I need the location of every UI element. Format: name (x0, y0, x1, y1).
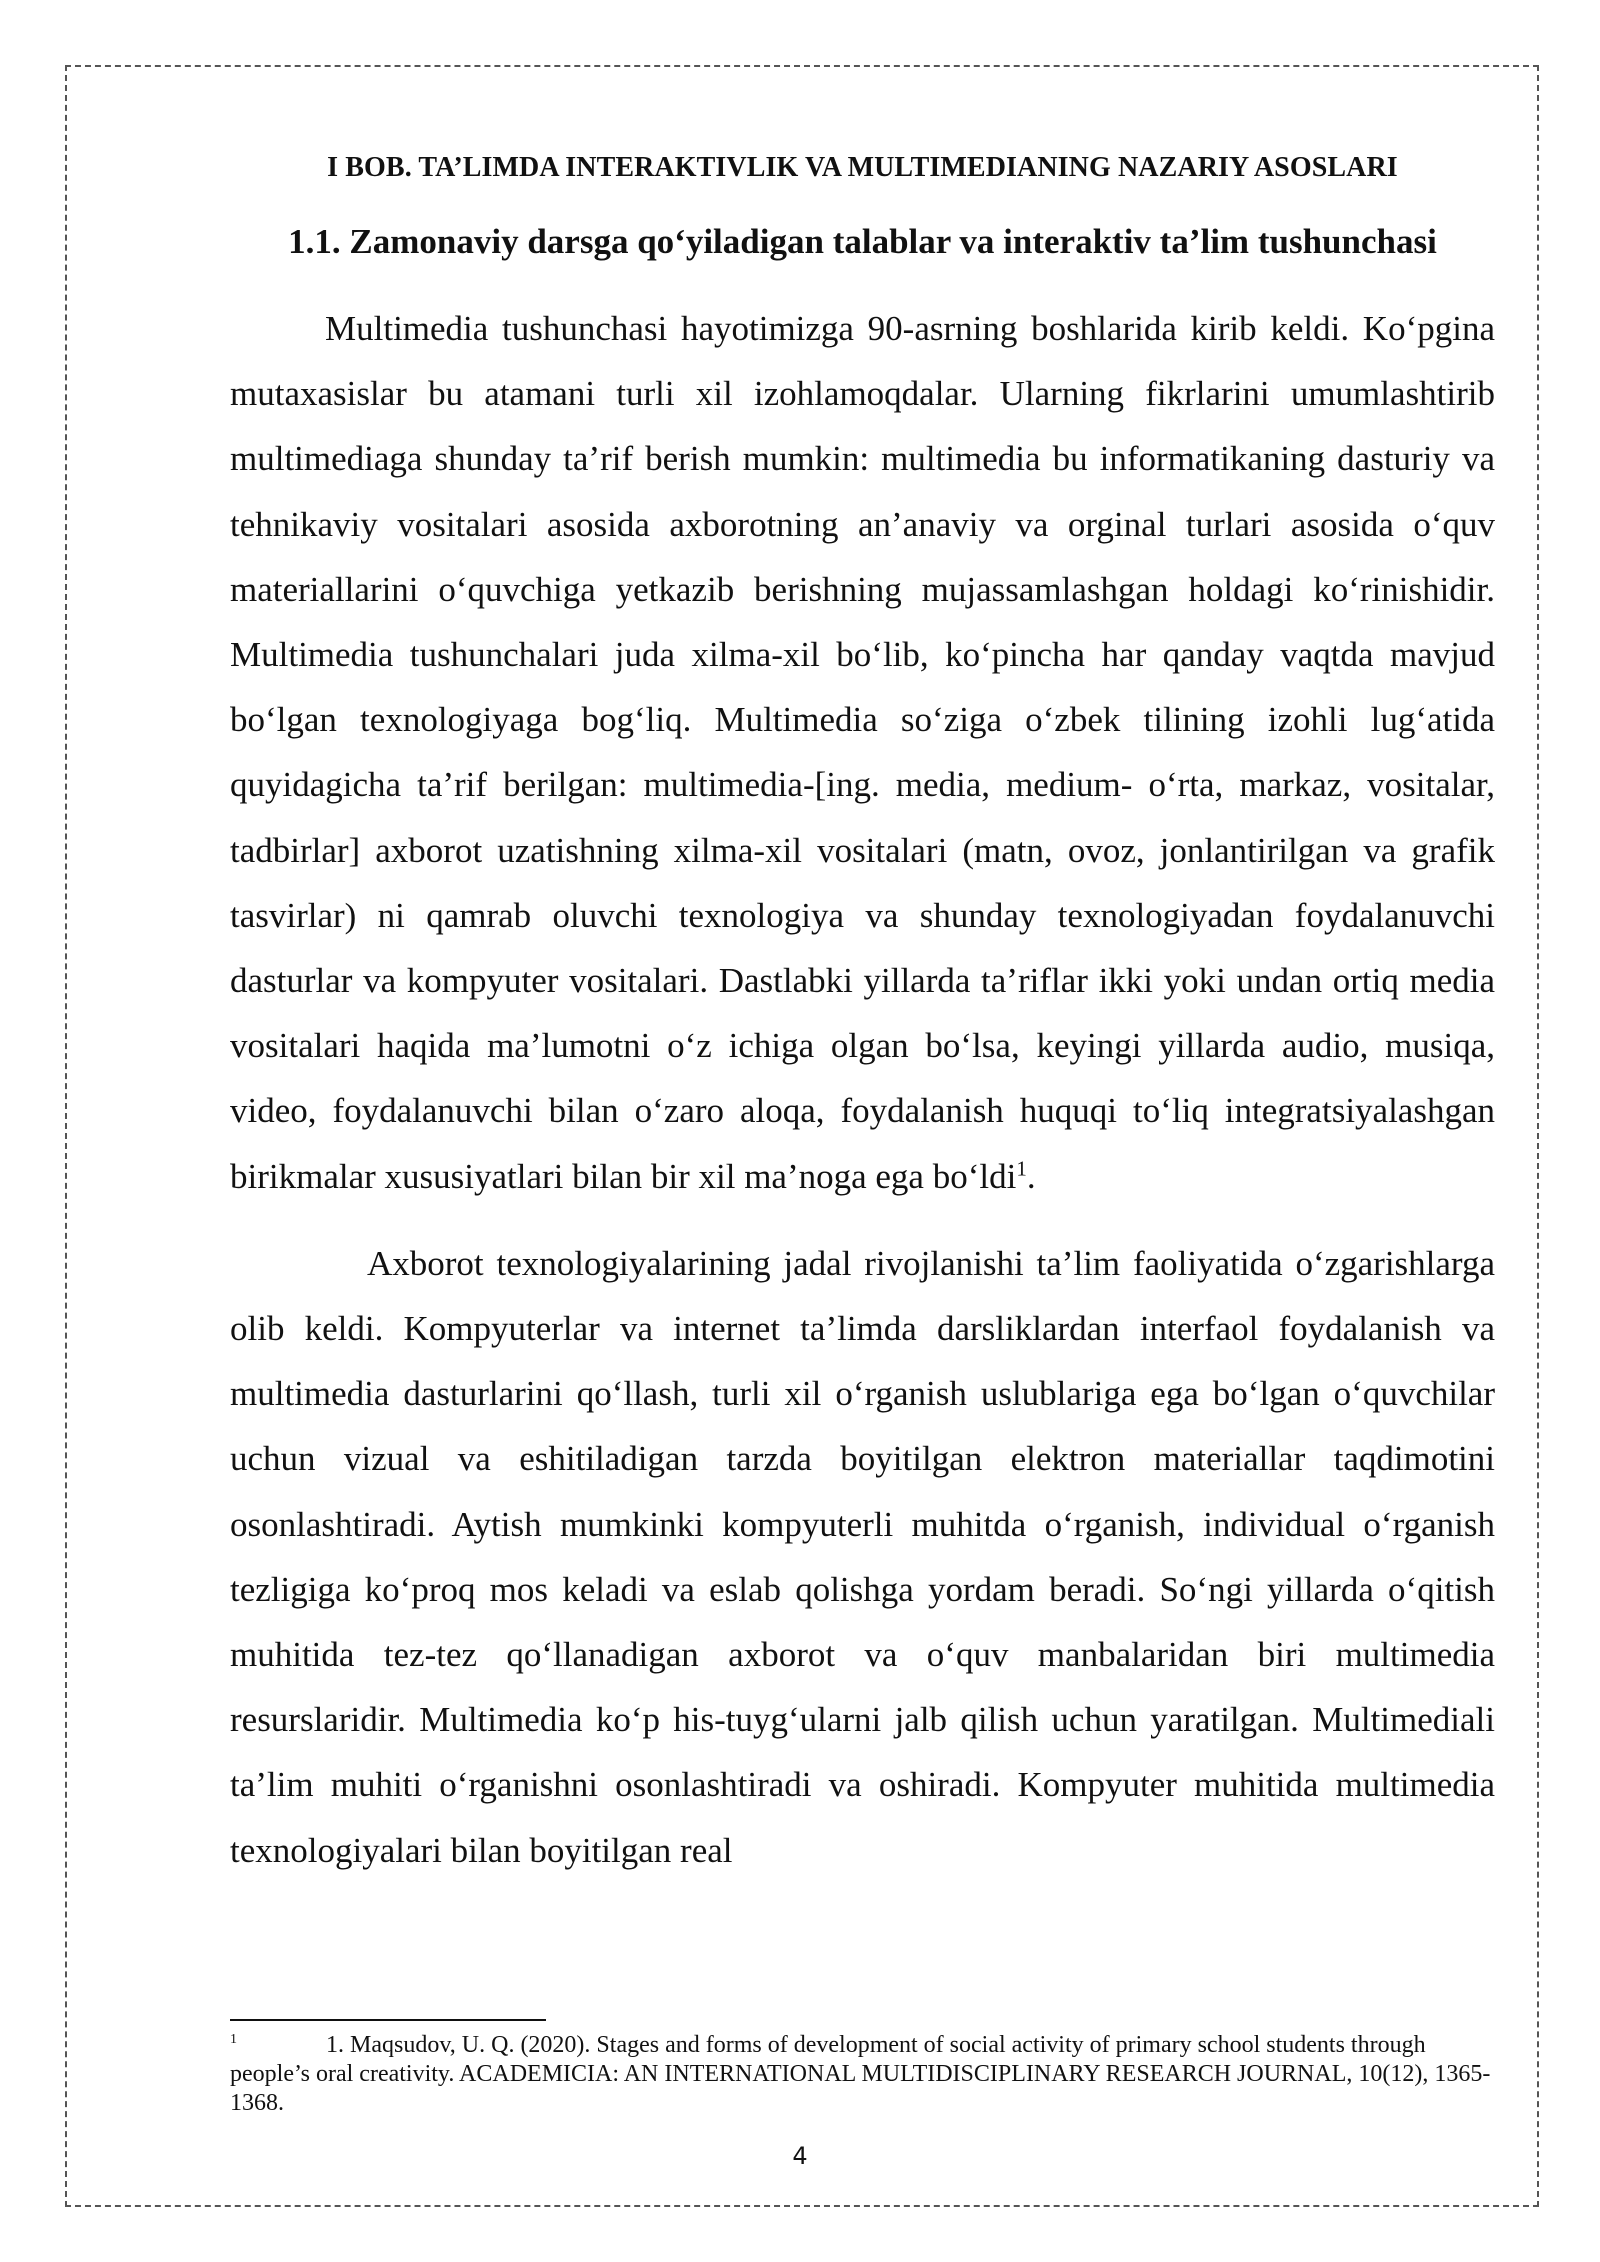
footnote-separator (230, 2019, 546, 2021)
footnote: 1 1. Maqsudov, U. Q. (2020). Stages and forms of development of social activity of primary school students through people’s oral creativity. ACADEMICIA: AN INTERNATIONAL MULTIDISCIPLINARY RESEARCH JOURNAL, 10(12), 1365- 1368. (230, 2032, 1491, 2116)
body-paragraph (230, 296, 1495, 1209)
section-title: 1.1. Zamonaviy darsga qo‘yiladigan talablar va interaktiv ta’lim tushunchasi (288, 222, 1437, 261)
paragraph-text: Multimedia tushunchasi hayotimizga 90-asrning boshlarida kirib keldi. Ko‘pgina mutaxasislar bu atamani turli xil izohlamoqdalar. Ularning fikrlarini umumlashtirib multimediaga shunday ta’rif berish mumkin: multimedia bu informatikaning dasturiy va tehnikaviy vositalari asosida axborotning an’anaviy va orginal turlari asosida o‘quv materiallarini o‘quvchiga yetkazib berishning mujassamlashgan holdagi ko‘rinishidir. Multimedia tushunchalari juda xilma-xil bo‘lib, ko‘pincha har qanday vaqtda mavjud bo‘lgan texnologiyaga bog‘liq. Multimedia so‘ziga o‘zbek tilining izohli lug‘atida quyidagicha ta’rif berilgan: multimedia-[ing. media, medium- o‘rta, markaz, vositalar, tadbirlar] axborot uzatishning xilma-xil vositalari (matn, ovoz, jonlantirilgan va grafik tasvirlar) ni qamrab oluvchi texnologiya va shunday texnologiyadan foydalanuvchi dasturlar va kompyuter vositalari. Dastlabki yillarda ta’riflar ikki yoki undan ortiq media vositalari haqida ma’lumotni o‘z ichiga olgan bo‘lsa, keyingi yillarda audio, musiqa, video, foydalanuvchi bilan o‘zaro aloqa, foydalanish huquqi to‘liq integratsiyalashgan birikmalar xususiyatlari bilan bir xil ma’noga ega bo‘ldi (230, 309, 1495, 1196)
page-number: 4 (792, 2142, 808, 2170)
chapter-title: I BOB. TA’LIMDA INTERAKTIVLIK VA MULTIMEDIANING NAZARIY ASOSLARI (327, 152, 1398, 183)
body-paragraph: Axborot texnologiyalarining jadal rivojlanishi ta’lim faoliyatida o‘zgarishlarga olib keldi. Kompyuterlar va internet ta’limda darsliklardan interfaol foydalanish va multimedia dasturlarini qo‘llash, turli xil o‘rganish uslublariga ega bo‘lgan o‘quvchilar uchun vizual va eshitiladigan tarzda boyitilgan elektron materiallar taqdimotini osonlashtiradi. Aytish mumkinki kompyuterli muhitda o‘rganish, individual o‘rganish tezligiga ko‘proq mos keladi va eslab qolishga yordam beradi. So‘ngi yillarda o‘qitish muhitida tez-tez qo‘llanadigan axborot va o‘quv manbalaridan biri multimedia resurslaridir. Multimedia ko‘p his-tuyg‘ularni jalb qilish uchun yaratilgan. Multimediali ta’lim muhiti o‘rganishni osonlashtiradi va oshiradi. Kompyuter muhitida multimedia texnologiyalari bilan boyitilgan real (230, 1243, 1495, 1870)
page-content (230, 150, 1495, 1883)
footnote-text: 1. Maqsudov, U. Q. (2020). Stages and forms of development of social activity of primary school students through people’s oral creativity. ACADEMICIA: AN INTERNATIONAL MULTIDISCIPLINARY RESEARCH JOURNAL, 10(12), 1365- 1368. (230, 2032, 1491, 2116)
footnote-reference[interactable]: 1 (1016, 1155, 1027, 1180)
paragraph-end-punctuation: . (1026, 1156, 1036, 1196)
